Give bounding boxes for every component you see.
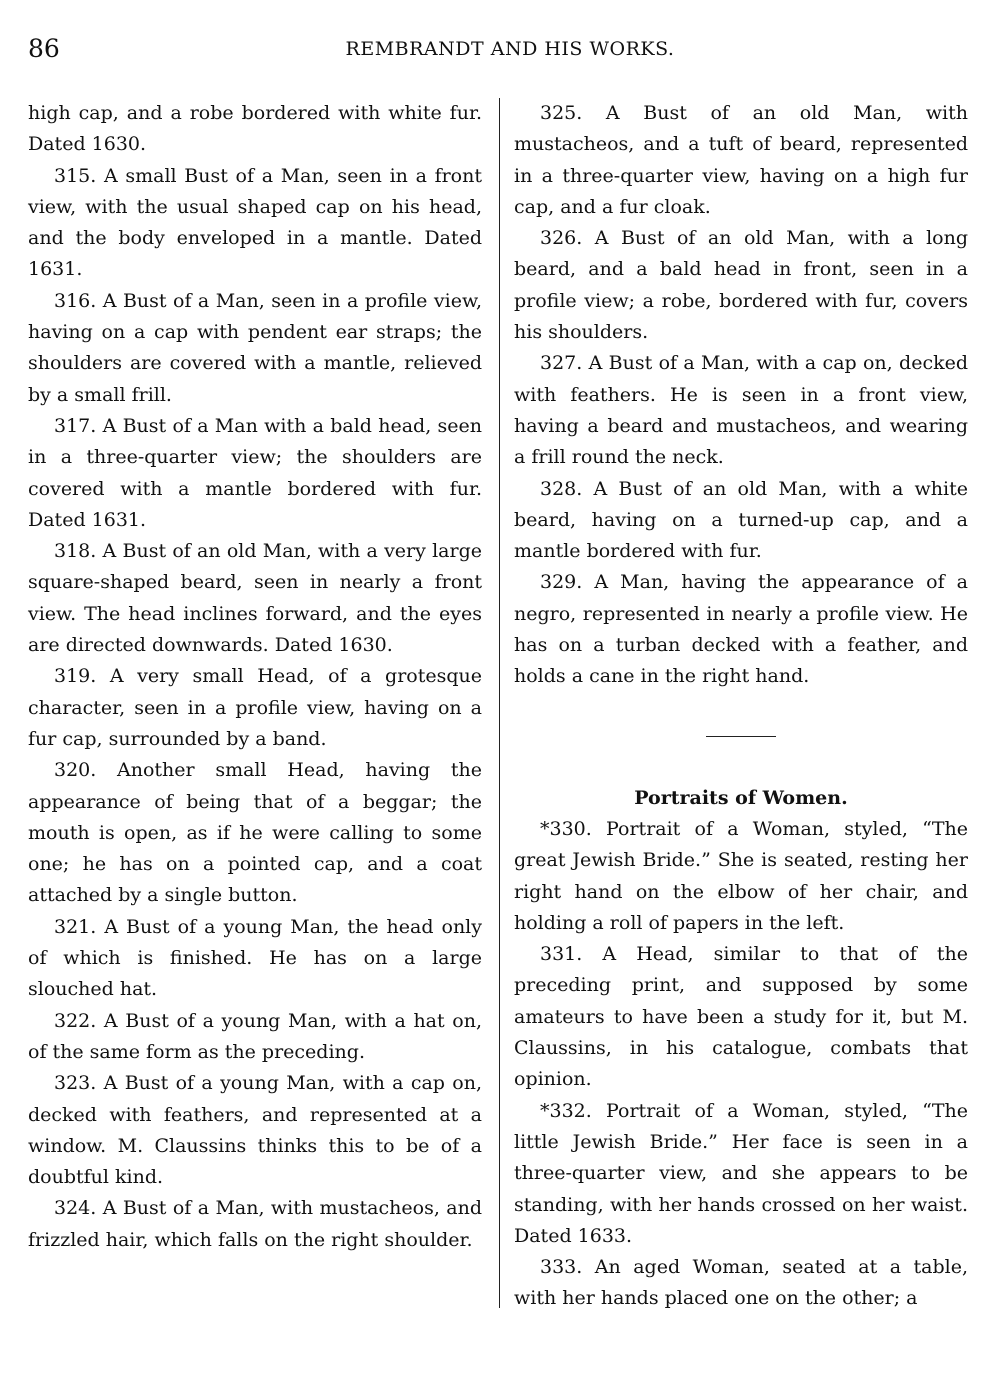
catalogue-entry: *330. Portrait of a Woman, styled, “The great Jewish Bride.” She is seated, resting her right hand on the elbow of her chair, and holding a roll of papers in the left. [514, 817, 968, 934]
left-column [28, 98, 482, 1256]
catalogue-entry: 320. Another small Head, having the appearance of being that of a beggar; the mouth is open, as if he were calling to some one; he has on a pointed cap, and a coat attached by a single button. [28, 759, 482, 907]
right-column [514, 98, 968, 1315]
catalogue-entry: 331. A Head, similar to that of the preceding print, and supposed by some amateurs to have been a study for it, but M. Claussins, in his catalogue, combats that opinion. [514, 943, 968, 1091]
catalogue-entry: *332. Portrait of a Woman, styled, “The little Jewish Bride.” Her face is seen in a three-quarter view, and she appears to be standing, with her hands crossed on her waist. Dated 1633. [514, 1099, 968, 1247]
catalogue-entry: high cap, and a robe bordered with white fur. Dated 1630. [28, 102, 482, 156]
catalogue-entry: 315. A small Bust of a Man, seen in a front view, with the usual shaped cap on his head, and the body enveloped in a mantle. Dated 1631. [28, 164, 482, 281]
catalogue-entry: 319. A very small Head, of a grotesque character, seen in a profile view, having on a fur cap, surrounded by a band. [28, 665, 482, 750]
catalogue-entry: 325. A Bust of an old Man, with mustacheos, and a tuft of beard, represented in a three-quarter view, having on a high fur cap, and a fur cloak. [514, 102, 968, 218]
catalogue-entry: 317. A Bust of a Man with a bald head, seen in a three-quarter view; the shoulders are covered with a mantle bordered with fur. Dated 1631. [28, 414, 482, 531]
catalogue-entry: 326. A Bust of an old Man, with a long beard, and a bald head in front, seen in a profile view; a robe, bordered with fur, covers his shoulders. [514, 227, 968, 344]
page-number: 86 [28, 34, 60, 63]
catalogue-entry: 333. An aged Woman, seated at a table, with her hands placed one on the other; a [514, 1256, 968, 1310]
catalogue-entry: 316. A Bust of a Man, seen in a profile view, having on a cap with pendent ear straps; the shoulders are covered with a mantle, relieved by a small frill. [28, 289, 482, 406]
catalogue-entry: 329. A Man, having the appearance of a negro, represented in nearly a profile view. He has on a turban decked with a feather, and holds a cane in the right hand. [514, 571, 968, 688]
running-title: REMBRANDT AND HIS WORKS. [345, 38, 675, 60]
column-divider [499, 98, 500, 1308]
catalogue-entry: 318. A Bust of an old Man, with a very large square-shaped beard, seen in nearly a front view. The head inclines forward, and the eyes are directed downwards. Dated 1630. [28, 540, 482, 657]
catalogue-entry: 327. A Bust of a Man, with a cap on, decked with feathers. He is seen in a front view, having a beard and mustacheos, and wearing a frill round the neck. [514, 352, 968, 469]
catalogue-entry: 321. A Bust of a young Man, the head only of which is finished. He has on a large slouched hat. [28, 915, 482, 1001]
catalogue-entry: 324. A Bust of a Man, with mustacheos, and frizzled hair, which falls on the right shoulder. [28, 1197, 482, 1251]
catalogue-entry: 328. A Bust of an old Man, with a white beard, having on a turned-up cap, and a mantle bordered with fur. [514, 477, 968, 563]
catalogue-entry: 323. A Bust of a young Man, with a cap on, decked with feathers, and represented at a window. M. Claussins thinks this to be of a doubtful kind. [28, 1072, 482, 1189]
section-divider [706, 736, 776, 737]
section-heading: Portraits of Women. [634, 786, 848, 809]
catalogue-entry: 322. A Bust of a young Man, with a hat on, of the same form as the preceding. [28, 1009, 482, 1063]
